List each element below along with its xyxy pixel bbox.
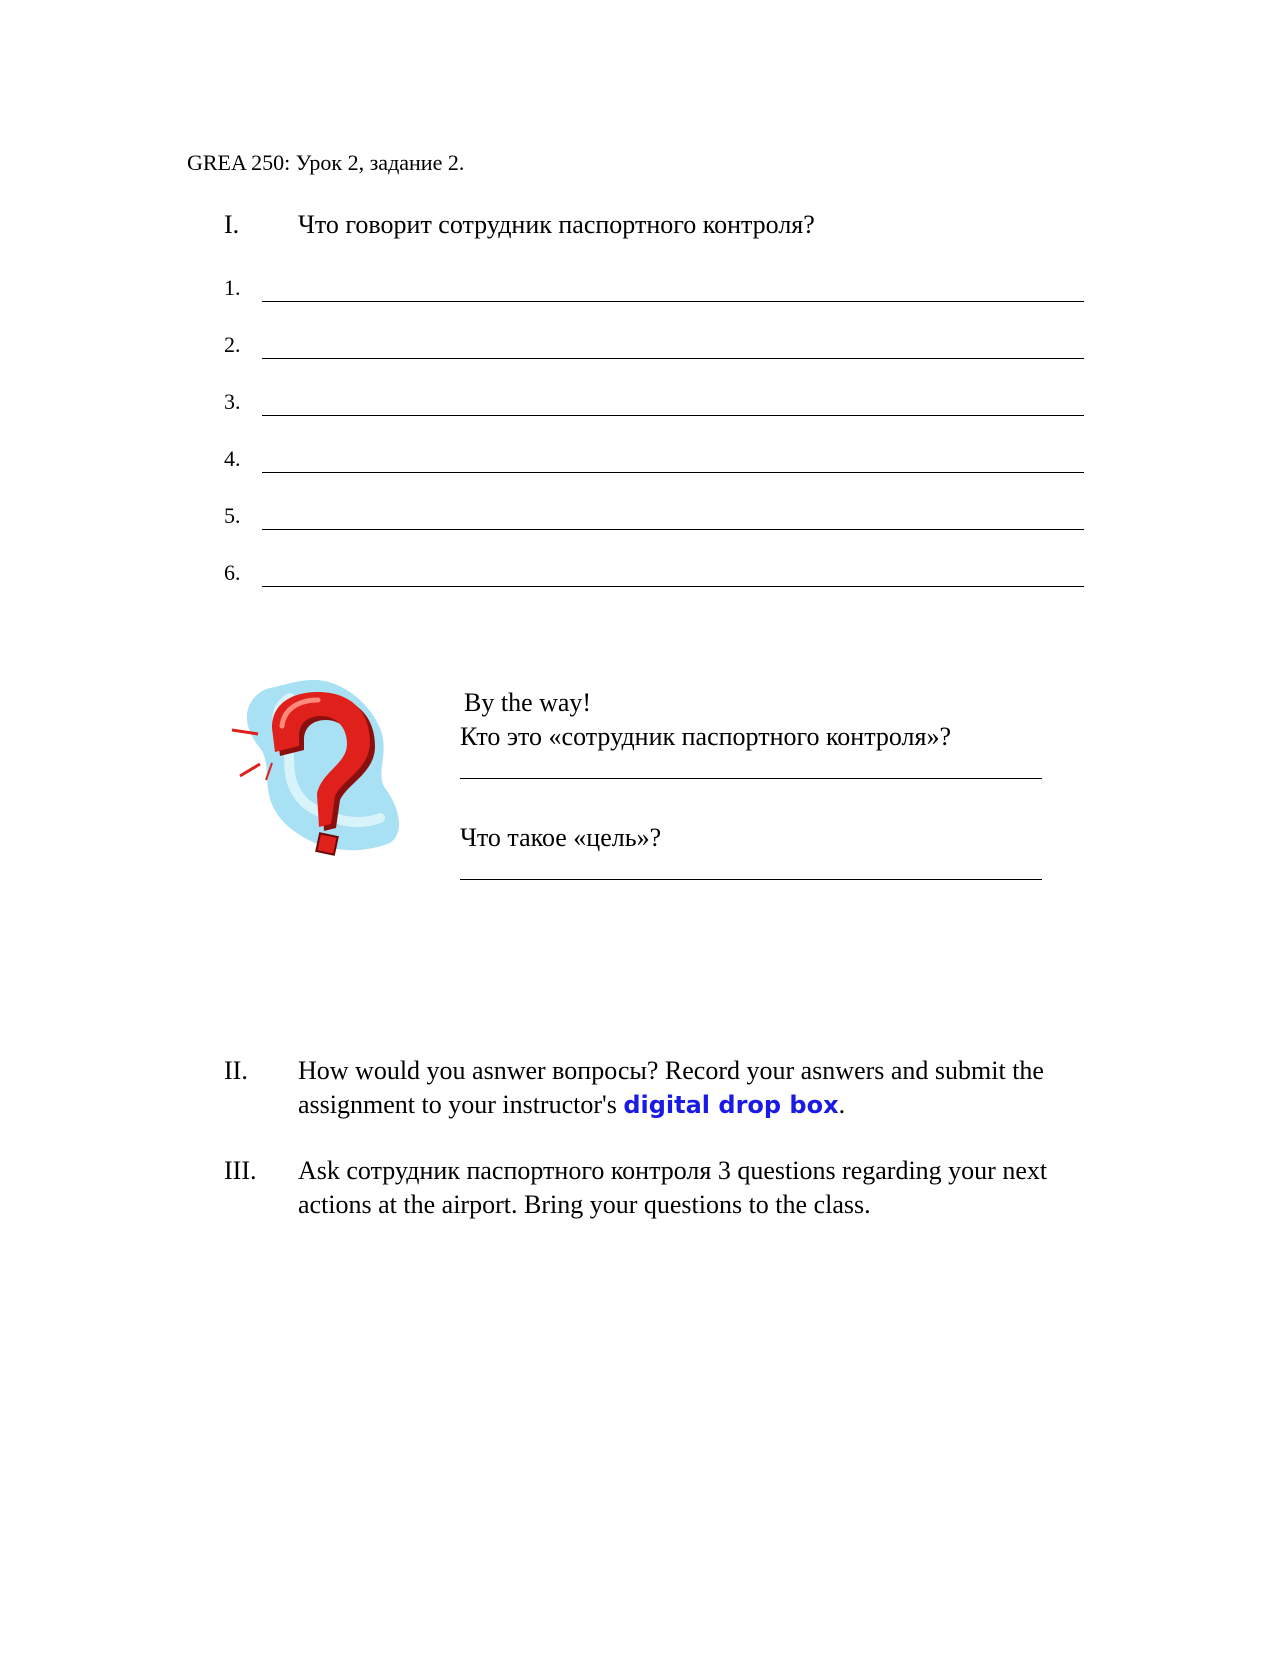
answer-line-4[interactable] <box>224 446 1084 476</box>
answer-number: 5. <box>224 503 241 528</box>
digital-drop-box-link[interactable]: digital drop box <box>623 1091 839 1119</box>
question-mark-icon <box>230 668 410 863</box>
section-3-number: III. <box>224 1156 257 1185</box>
answer-line-1[interactable] <box>224 275 1084 305</box>
answer-number: 2. <box>224 332 241 357</box>
answer-number: 3. <box>224 389 241 414</box>
aside-heading: By the way! <box>464 688 592 717</box>
answer-number: 6. <box>224 560 241 585</box>
aside-question-1: Кто это «сотрудник паспортного контроля»? <box>460 722 952 751</box>
section-1-number: I. <box>224 210 240 239</box>
aside-question-2: Что такое «цель»? <box>460 823 662 852</box>
aside-answer-line-2[interactable] <box>460 859 1042 880</box>
answer-line-5[interactable] <box>224 503 1084 533</box>
answer-number: 1. <box>224 275 241 300</box>
section-2-text-before: How would you asnwer вопросы? Record your asnwers and submit the assignment to your instructor's <box>298 1056 1044 1119</box>
page-header: GREA 250: Урок 2, задание 2. <box>187 150 465 175</box>
section-2-text <box>298 1054 1058 1122</box>
answer-number: 4. <box>224 446 241 471</box>
answer-line-2[interactable] <box>224 332 1084 362</box>
section-2-text-after: . <box>838 1090 846 1119</box>
aside-answer-line-1[interactable] <box>460 758 1042 779</box>
section-1-question: Что говорит сотрудник паспортного контроля? <box>298 210 815 239</box>
by-the-way-box <box>460 686 1060 880</box>
answer-line-3[interactable] <box>224 389 1084 419</box>
section-2-number: II. <box>224 1056 248 1085</box>
section-3-text: Ask сотрудник паспортного контроля 3 questions regarding your next actions at the airport. Bring your questions to the class. <box>298 1156 1048 1219</box>
answer-line-6[interactable] <box>224 560 1084 590</box>
